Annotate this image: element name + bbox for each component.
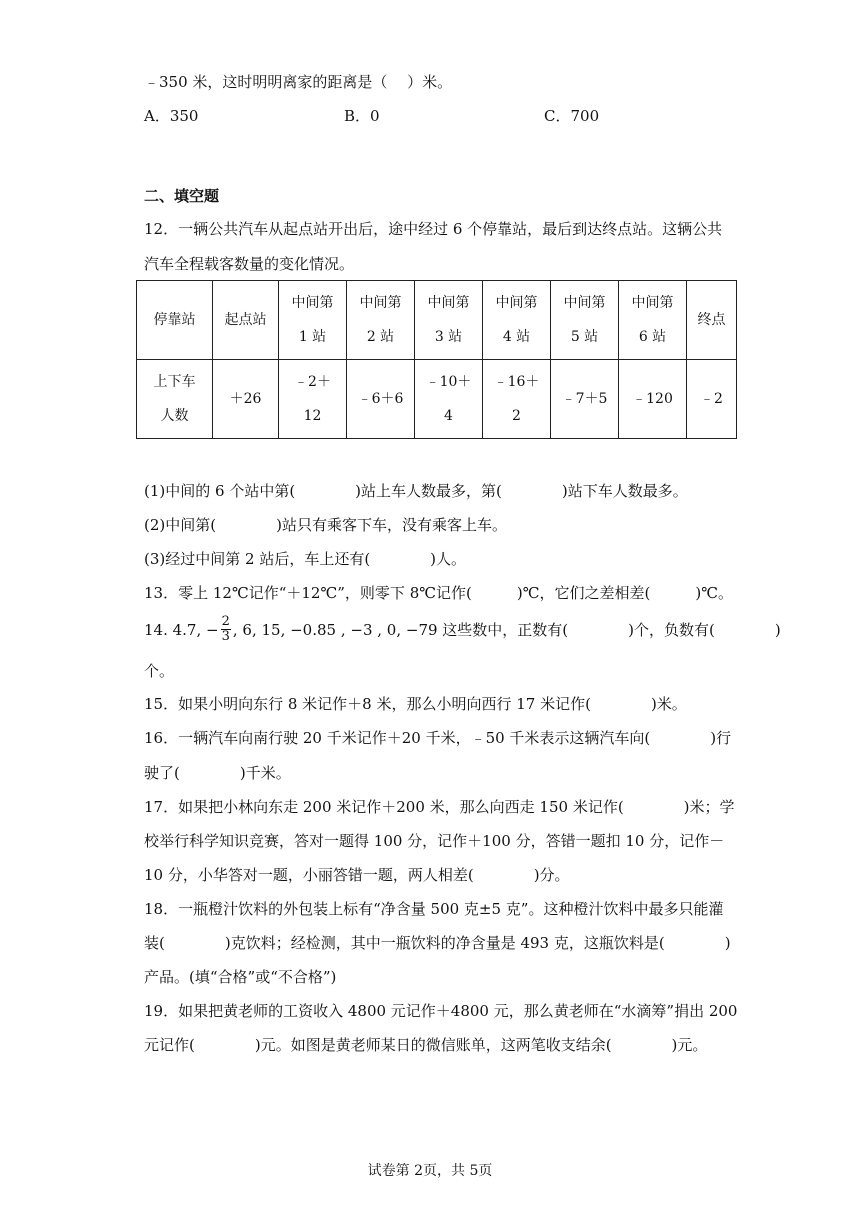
table-cell: 终点: [687, 281, 737, 360]
q17-line3: 10 分，小华答对一题，小丽答错一题，两人相差( )分。: [144, 866, 570, 884]
q11-stem-tail: ﹣350 米，这时明明离家的距离是（ ）米。: [144, 73, 453, 91]
q14-fraction-denominator: 3: [221, 628, 230, 644]
q18-line3: 产品。(填“合格”或“不合格”): [144, 968, 337, 986]
table-cell: 中间第 1 站: [279, 281, 347, 360]
table-cell: ﹣2＋ 12: [279, 360, 347, 439]
table-cell: 停靠站: [137, 281, 213, 360]
q11-option-a: A．350: [144, 107, 199, 125]
table-cell: ＋26: [213, 360, 279, 439]
q19-line1: 19．如果把黄老师的工资收入 4800 元记作＋4800 元，那么黄老师在“水滴筹”捐出 200: [144, 1002, 738, 1020]
table-cell: 中间第 3 站: [415, 281, 483, 360]
table-data-row: [137, 360, 737, 439]
table-cell: 中间第 6 站: [619, 281, 687, 360]
q14-line2: 个。: [144, 662, 175, 680]
q14-suffix: , 6, 15, −0.85 , −3 , 0, −79 这些数中，正数有( )个，负数有( ): [232, 621, 781, 639]
q13-text: 13．零上 12℃记作“＋12℃”，则零下 8℃记作( )℃，它们之差相差( )℃。: [144, 584, 733, 602]
q12-text-line2: 汽车全程载客数量的变化情况。: [144, 255, 355, 273]
q12-sub1: (1)中间的 6 个站中第( )站上车人数最多，第( )站下车人数最多。: [144, 482, 688, 500]
table-cell: ﹣10＋ 4: [415, 360, 483, 439]
bus-passenger-table: [136, 280, 737, 439]
q12-sub3: (3)经过中间第 2 站后，车上还有( )人。: [144, 550, 467, 568]
table-cell: 上下车 人数: [137, 360, 213, 439]
page-footer: 试卷第 2页，共 5页: [367, 1163, 493, 1179]
q12-text-line1: 12．一辆公共汽车从起点站开出后，途中经过 6 个停靠站，最后到达终点站。这辆公共: [144, 220, 723, 238]
section-title: 二、填空题: [144, 187, 220, 205]
q12-sub2: (2)中间第( )站只有乘客下车，没有乘客上车。: [144, 516, 507, 534]
q15-text: 15．如果小明向东行 8 米记作＋8 米，那么小明向西行 17 米记作( )米。: [144, 695, 687, 713]
q11-option-c: C．700: [544, 107, 600, 125]
q19-line2: 元记作( )元。如图是黄老师某日的微信账单，这两笔收支结余( )元。: [144, 1036, 708, 1054]
table-cell: 中间第 2 站: [347, 281, 415, 360]
q17-line2: 校举行科学知识竞赛，答对一题得 100 分，记作＋100 分，答错一题扣 10 分，记作－: [144, 832, 725, 850]
q16-line2: 驶了( )千米。: [144, 764, 291, 782]
table-cell: ﹣16＋ 2: [483, 360, 551, 439]
q14-fraction: [221, 615, 231, 644]
table-cell: ﹣6＋6: [347, 360, 415, 439]
table-cell: ﹣120: [619, 360, 687, 439]
q17-line1: 17．如果把小林向东走 200 米记作＋200 米，那么向西走 150 米记作( )米；学: [144, 798, 735, 816]
table-cell: 中间第 5 站: [551, 281, 619, 360]
q14-prefix: 14. 4.7, −: [144, 621, 219, 639]
q14-fraction-numerator: 2: [221, 613, 230, 629]
q11-option-b: B．0: [344, 107, 380, 125]
table-cell: ﹣7＋5: [551, 360, 619, 439]
q18-line2: 装( )克饮料；经检测，其中一瓶饮料的净含量是 493 克，这瓶饮料是( ): [144, 934, 731, 952]
q16-line1: 16．一辆汽车向南行驶 20 千米记作＋20 千米，﹣50 千米表示这辆汽车向( )行: [144, 729, 732, 747]
table-header-row: [137, 281, 737, 360]
table-cell: 起点站: [213, 281, 279, 360]
table-cell: ﹣2: [687, 360, 737, 439]
q18-line1: 18．一瓶橙汁饮料的外包装上标有“净含量 500 克±5 克”。这种橙汁饮料中最多只能灌: [144, 900, 724, 918]
table-cell: 中间第 4 站: [483, 281, 551, 360]
q14-line1: [144, 615, 781, 646]
